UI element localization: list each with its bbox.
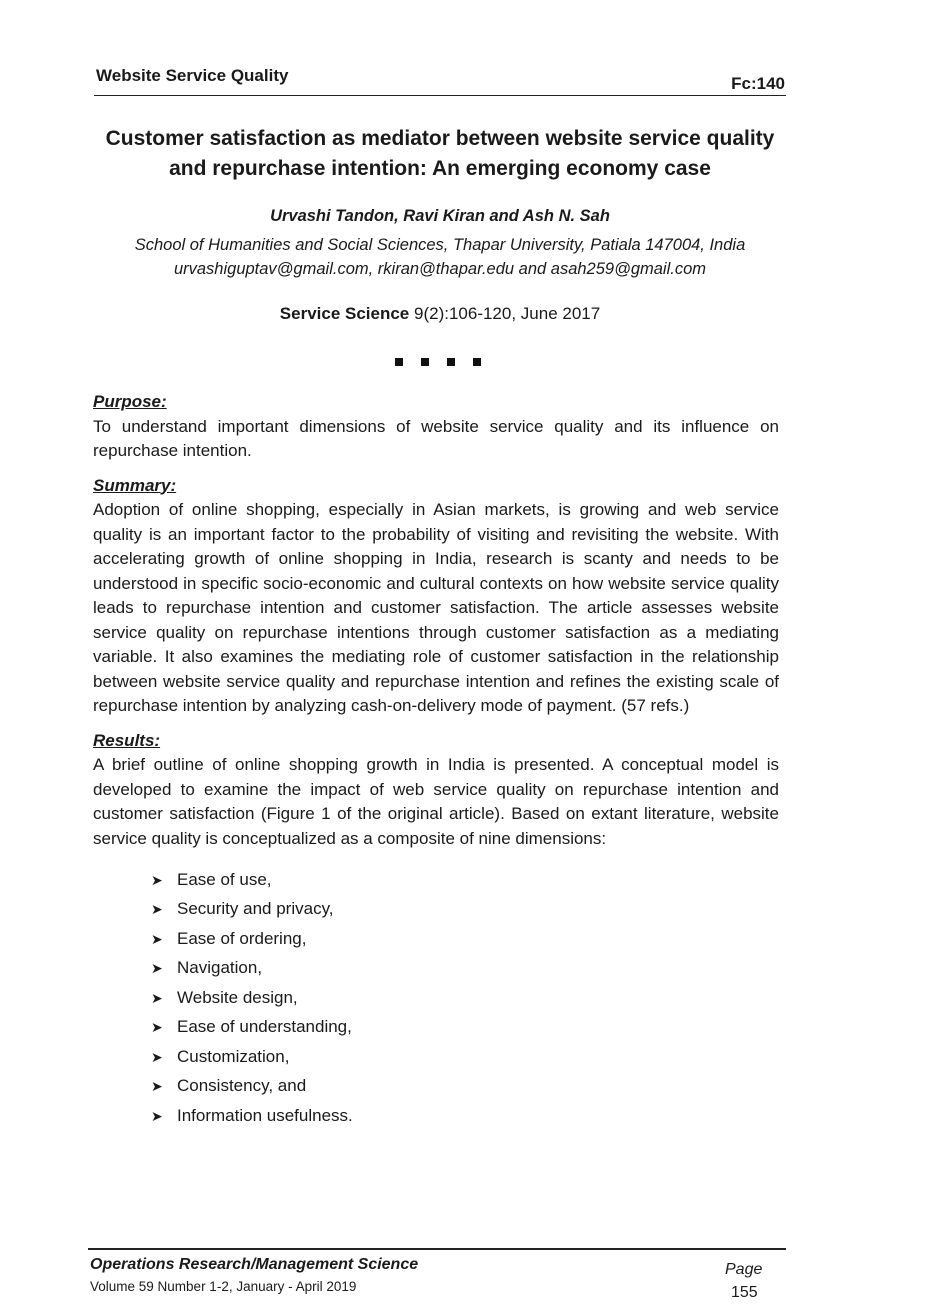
arrow-bullet-icon: ➤ bbox=[151, 871, 163, 888]
summary-heading: Summary: bbox=[93, 475, 177, 495]
purpose-heading: Purpose: bbox=[93, 392, 167, 411]
list-item: ➤ Security and privacy, bbox=[151, 895, 779, 925]
header-rule bbox=[94, 95, 786, 96]
arrow-bullet-icon: ➤ bbox=[151, 1048, 163, 1065]
list-item: ➤ Ease of use, bbox=[151, 865, 779, 895]
footer-journal: Operations Research/Management Science bbox=[90, 1256, 419, 1273]
footer-volume: Volume 59 Number 1-2, January - April 2019 bbox=[90, 1279, 357, 1294]
title-line-1: Customer satisfaction as mediator between website service quality bbox=[105, 127, 775, 150]
arrow-bullet-icon: ➤ bbox=[151, 989, 163, 1006]
citation-detail: 9(2):106-120, June 2017 bbox=[414, 304, 601, 323]
citation bbox=[90, 304, 790, 324]
arrow-bullet-icon: ➤ bbox=[151, 901, 163, 917]
article-title bbox=[90, 124, 790, 184]
arrow-bullet-icon: ➤ bbox=[151, 930, 163, 947]
footer-page-number: 155 bbox=[731, 1284, 758, 1301]
footer-page-label: Page bbox=[725, 1261, 763, 1278]
abstract-body bbox=[93, 384, 779, 1131]
affiliation: School of Humanities and Social Sciences, Thapar University, Patiala 147004, India bbox=[134, 236, 746, 254]
list-item: ➤ Ease of understanding, bbox=[151, 1013, 779, 1043]
arrow-bullet-icon: ➤ bbox=[151, 1078, 163, 1094]
divider-square bbox=[421, 358, 429, 366]
arrow-bullet-icon: ➤ bbox=[151, 1019, 163, 1035]
list-item: ➤ Website design, bbox=[151, 983, 779, 1013]
list-item: ➤ Consistency, and bbox=[151, 1072, 779, 1102]
title-line-2: and repurchase intention: An emerging economy case bbox=[169, 157, 711, 180]
running-header-section: Website Service Quality bbox=[96, 66, 289, 85]
purpose-text: To understand important dimensions of website service quality and its influence on repurchase intention. bbox=[93, 416, 779, 460]
list-item: ➤ Ease of ordering, bbox=[151, 924, 779, 954]
section-divider bbox=[395, 358, 481, 366]
authors: Urvashi Tandon, Ravi Kiran and Ash N. Sah bbox=[270, 207, 610, 225]
author-emails: urvashiguptav@gmail.com, rkiran@thapar.edu and asah259@gmail.com bbox=[173, 260, 707, 278]
results-text: A brief outline of online shopping growth in India is presented. A conceptual model is developed to examine the impact of web service quality on repurchase intention and customer satisfaction (Figure 1 of the original article). Based on extant literature, website service quality is conceptualized as a composite of nine dimensions: bbox=[93, 755, 779, 848]
divider-square bbox=[447, 358, 455, 366]
divider-square bbox=[395, 358, 403, 366]
arrow-bullet-icon: ➤ bbox=[151, 960, 163, 976]
arrow-bullet-icon: ➤ bbox=[151, 1107, 163, 1124]
dimensions-list bbox=[151, 865, 779, 1131]
footer-rule bbox=[88, 1248, 786, 1250]
affiliation-block bbox=[90, 233, 790, 281]
divider-square bbox=[473, 358, 481, 366]
list-item: ➤ Information usefulness. bbox=[151, 1101, 779, 1131]
running-header-code: Fc:140 bbox=[731, 74, 785, 93]
list-item: ➤ Customization, bbox=[151, 1042, 779, 1072]
summary-text: Adoption of online shopping, especially in Asian markets, is growing and web service quality is an important factor to the probability of visiting and revisiting the website. With accelerating growth of online shopping in India, research is scanty and needs to be understood in specific socio-economic and cultural contexts on how website service quality leads to repurchase intention and customer satisfaction. The article assesses website service quality on repurchase intentions through customer satisfaction as a mediating variable. It also examines the mediating role of customer satisfaction in the relationship between website service quality and repurchase intention and refines the existing scale of repurchase intention by analyzing cash-on-delivery mode of payment. (57 refs.) bbox=[93, 500, 779, 715]
citation-journal: Service Science bbox=[279, 304, 410, 323]
list-item: ➤ Navigation, bbox=[151, 954, 779, 984]
results-heading: Results: bbox=[93, 730, 161, 750]
